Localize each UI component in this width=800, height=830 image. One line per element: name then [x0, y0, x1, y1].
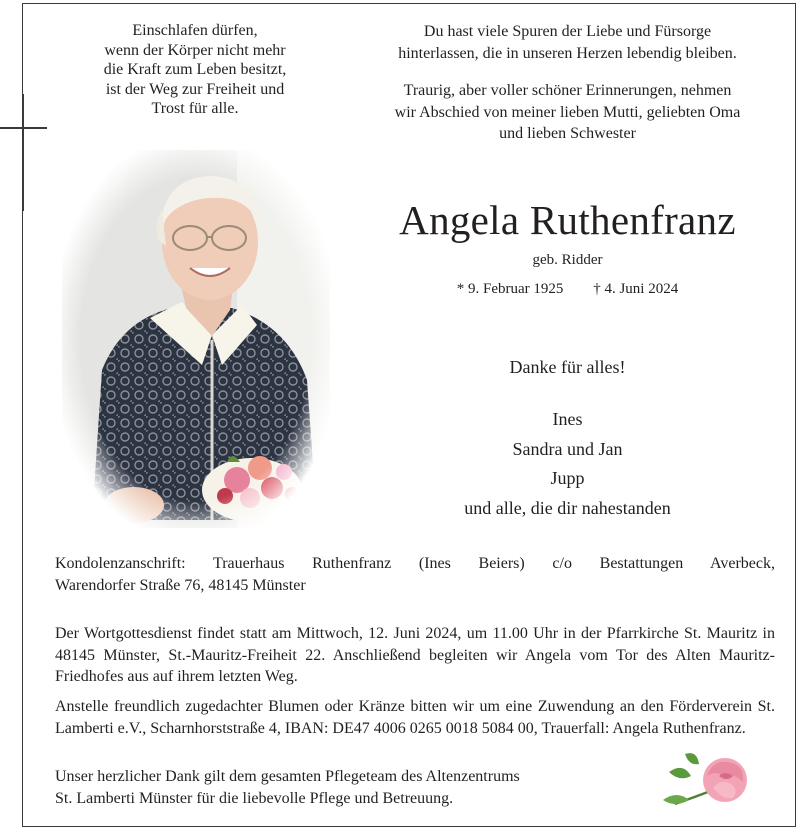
gratitude-line: St. Lamberti Münster für die liebevolle Pflege und Betreuung.	[55, 789, 454, 807]
signer: und alle, die dir nahestanden	[464, 497, 671, 518]
intro-line: Traurig, aber voller schöner Erinnerungen, nehmen	[403, 82, 732, 99]
birth-name: geb. Ridder	[532, 252, 603, 268]
gratitude-note	[55, 766, 655, 809]
donation-info: Anstelle freundlich zugedachter Blumen oder Kränze bitten wir um eine Zuwendung an den Förderverein St. Lamberti e.V., Scharnhorststraße 4, IBAN: DE47 4006 0265 0018 5084 00, Trauerfall: Angela Ruthenfranz.	[55, 698, 775, 737]
signer: Sandra und Jan	[512, 438, 623, 459]
signers-list	[345, 405, 790, 523]
birth-date: * 9. Februar 1925	[456, 281, 564, 297]
signer: Jupp	[550, 468, 585, 488]
deceased-name: Angela Ruthenfranz	[399, 197, 736, 243]
intro-line: und lieben Schwester	[499, 125, 636, 142]
poem	[70, 21, 320, 119]
intro-line: wir Abschied von meiner lieben Mutti, geliebten Oma	[394, 103, 741, 121]
intro-paragraph-1	[345, 21, 790, 64]
cross-horizontal-bar	[0, 127, 47, 129]
poem-line: Einschlafen dürfen,	[132, 22, 258, 39]
poem-line: die Kraft zum Leben besitzt,	[103, 61, 287, 78]
signer: Ines	[552, 409, 583, 429]
rose-icon	[655, 742, 765, 817]
death-date: † 4. Juni 2024	[593, 281, 679, 297]
portrait-photo	[62, 150, 330, 528]
poem-line: ist der Weg zur Freiheit und	[105, 80, 285, 98]
service-info: Der Wortgottesdienst findet statt am Mittwoch, 12. Juni 2024, um 11.00 Uhr in der Pfarrkirche St. Mauritz in 48145 Münster, St.-Mauritz-Freiheit 22. Anschließend begleiten wir Angela vom Tor des Alten Mauritz-Friedhofes aus auf ihrem letzten Weg.	[55, 625, 775, 685]
gratitude-line: Unser herzlicher Dank gilt dem gesamten Pflegeteam des Altenzentrums	[55, 768, 520, 785]
condolence-line: Kondolenzanschrift: Trauerhaus Ruthenfranz (Ines Beiers) c/o Bestattungen Averbeck,	[55, 555, 775, 572]
intro-line: hinterlassen, die in unseren Herzen lebendig bleiben.	[398, 44, 737, 62]
poem-line: Trost für alle.	[151, 100, 239, 117]
condolence-address	[55, 553, 775, 596]
rose-illustration	[655, 742, 765, 817]
poem-line: wenn der Körper nicht mehr	[104, 41, 286, 59]
cross-vertical-bar	[22, 94, 24, 211]
portrait-illustration	[62, 150, 330, 528]
condolence-line: Warendorfer Straße 76, 48145 Münster	[55, 576, 306, 594]
life-dates	[345, 281, 790, 298]
intro-paragraph-2	[345, 80, 790, 145]
thanks-line: Danke für alles!	[509, 357, 626, 377]
intro-text	[345, 21, 790, 161]
intro-line: Du hast viele Spuren der Liebe und Fürsorge	[423, 23, 712, 40]
